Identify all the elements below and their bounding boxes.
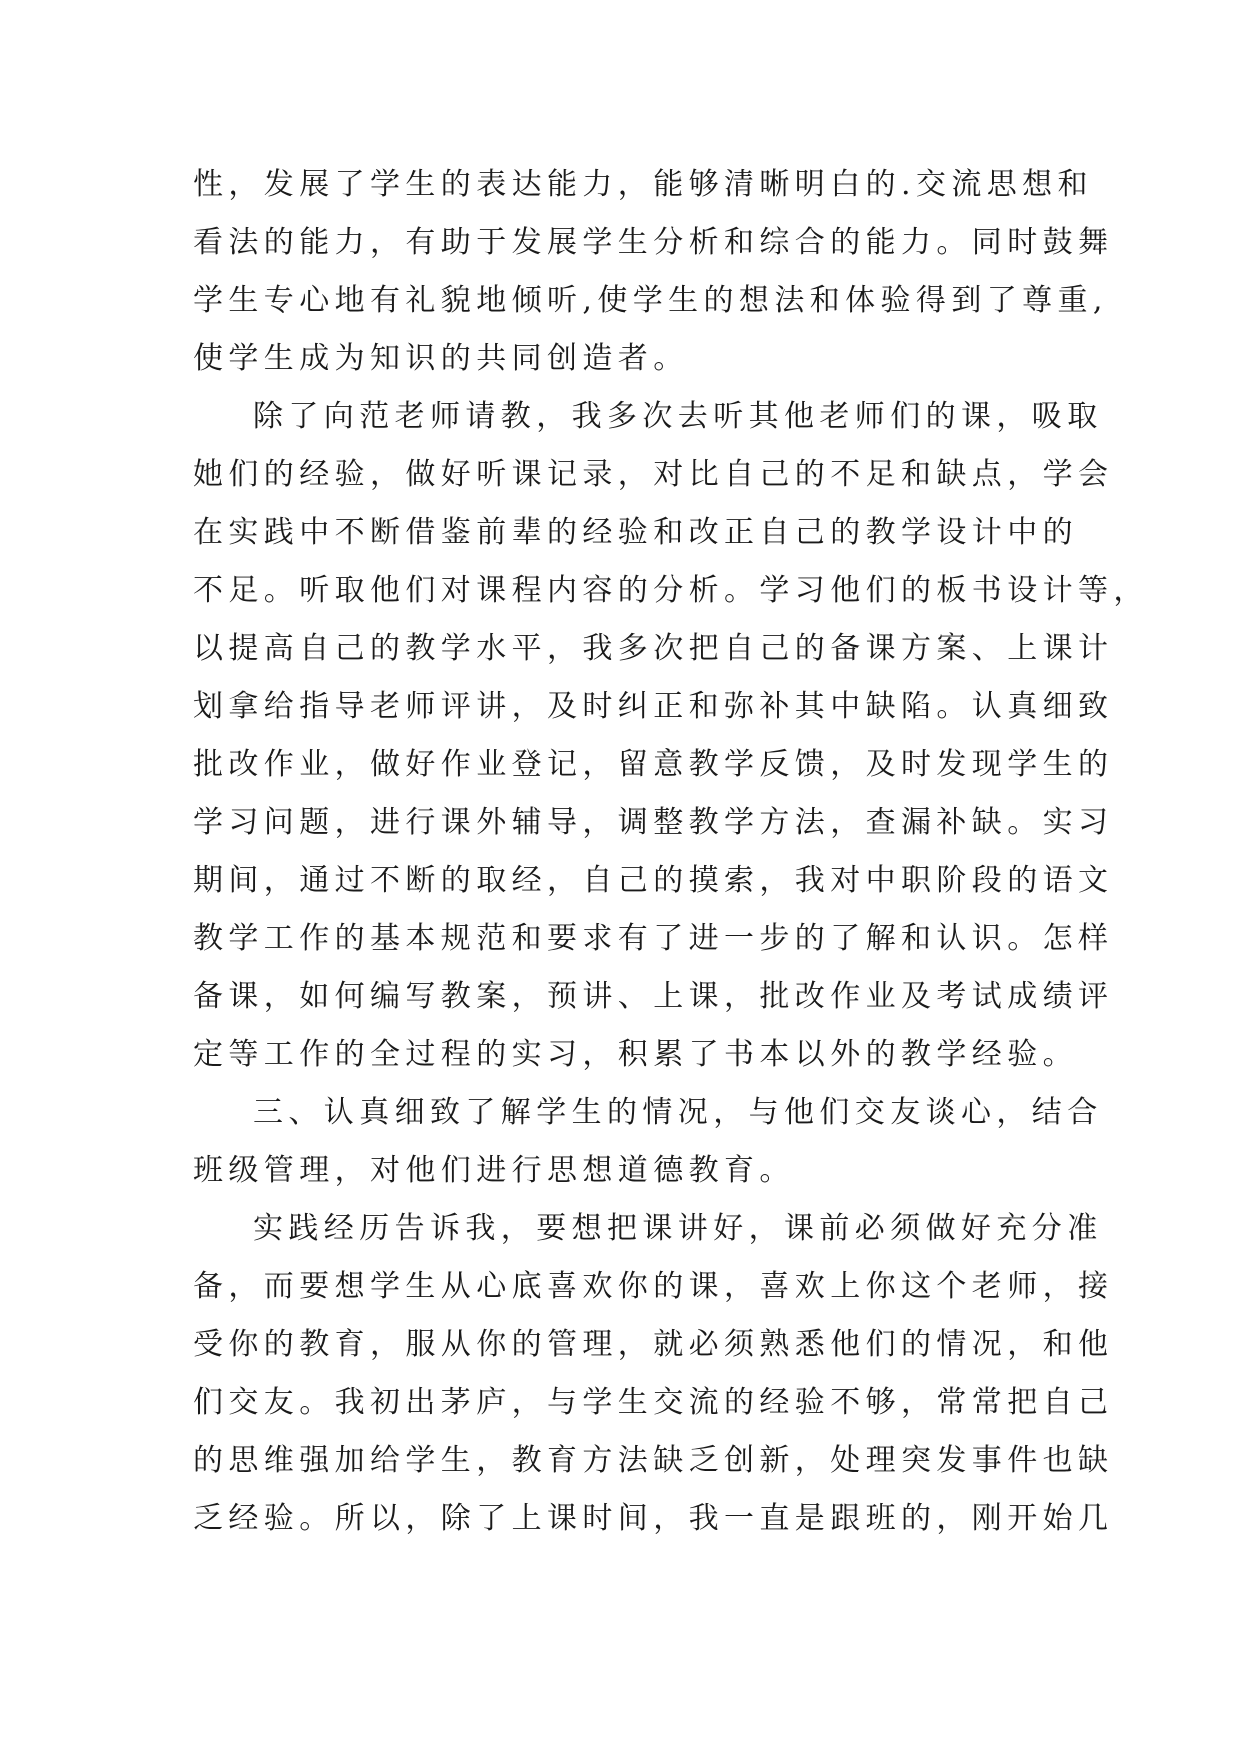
text-line: 班级管理，对他们进行思想道德教育。 bbox=[193, 1153, 795, 1188]
text-line: 期间，通过不断的取经，自己的摸索，我对中职阶段的语文 bbox=[193, 863, 1114, 898]
text-line: 定等工作的全过程的实习，积累了书本以外的教学经验。 bbox=[193, 1037, 1078, 1072]
text-line: 学生专心地有礼貌地倾听,使学生的想法和体验得到了尊重, bbox=[193, 283, 1108, 318]
section-heading-line: 三、认真细致了解学生的情况，与他们交友谈心，结合 bbox=[253, 1095, 1103, 1130]
text-line: 以提高自己的教学水平，我多次把自己的备课方案、上课计 bbox=[193, 631, 1114, 666]
text-line: 学习问题，进行课外辅导，调整教学方法，查漏补缺。实习 bbox=[193, 805, 1114, 840]
text-line: 看法的能力，有助于发展学生分析和综合的能力。同时鼓舞 bbox=[193, 225, 1114, 260]
text-line: 们交友。我初出茅庐，与学生交流的经验不够，常常把自己 bbox=[193, 1385, 1114, 1420]
text-line: 备课，如何编写教案，预讲、上课，批改作业及考试成绩评 bbox=[193, 979, 1114, 1014]
text-line: 教学工作的基本规范和要求有了进一步的了解和认识。怎样 bbox=[193, 921, 1114, 956]
text-line: 在实践中不断借鉴前辈的经验和改正自己的教学设计中的 bbox=[193, 515, 1078, 550]
text-line: 使学生成为知识的共同创造者。 bbox=[193, 341, 689, 376]
paragraph-first-line: 除了向范老师请教，我多次去听其他老师们的课，吸取 bbox=[253, 399, 1103, 434]
text-line: 乏经验。所以，除了上课时间，我一直是跟班的，刚开始几 bbox=[193, 1501, 1114, 1536]
text-line: 她们的经验，做好听课记录，对比自己的不足和缺点，学会 bbox=[193, 457, 1114, 492]
text-line: 批改作业，做好作业登记，留意教学反馈，及时发现学生的 bbox=[193, 747, 1114, 782]
text-line: 划拿给指导老师评讲，及时纠正和弥补其中缺陷。认真细致 bbox=[193, 689, 1114, 724]
paragraph-first-line: 实践经历告诉我，要想把课讲好，课前必须做好充分准 bbox=[253, 1211, 1103, 1246]
text-line: 的思维强加给学生，教育方法缺乏创新，处理突发事件也缺 bbox=[193, 1443, 1114, 1478]
text-line: 备，而要想学生从心底喜欢你的课，喜欢上你这个老师，接 bbox=[193, 1269, 1114, 1304]
text-line: 不足。听取他们对课程内容的分析。学习他们的板书设计等， bbox=[193, 573, 1149, 608]
text-line: 受你的教育，服从你的管理，就必须熟悉他们的情况，和他 bbox=[193, 1327, 1114, 1362]
text-line: 性，发展了学生的表达能力，能够清晰明白的.交流思想和 bbox=[193, 167, 1093, 202]
